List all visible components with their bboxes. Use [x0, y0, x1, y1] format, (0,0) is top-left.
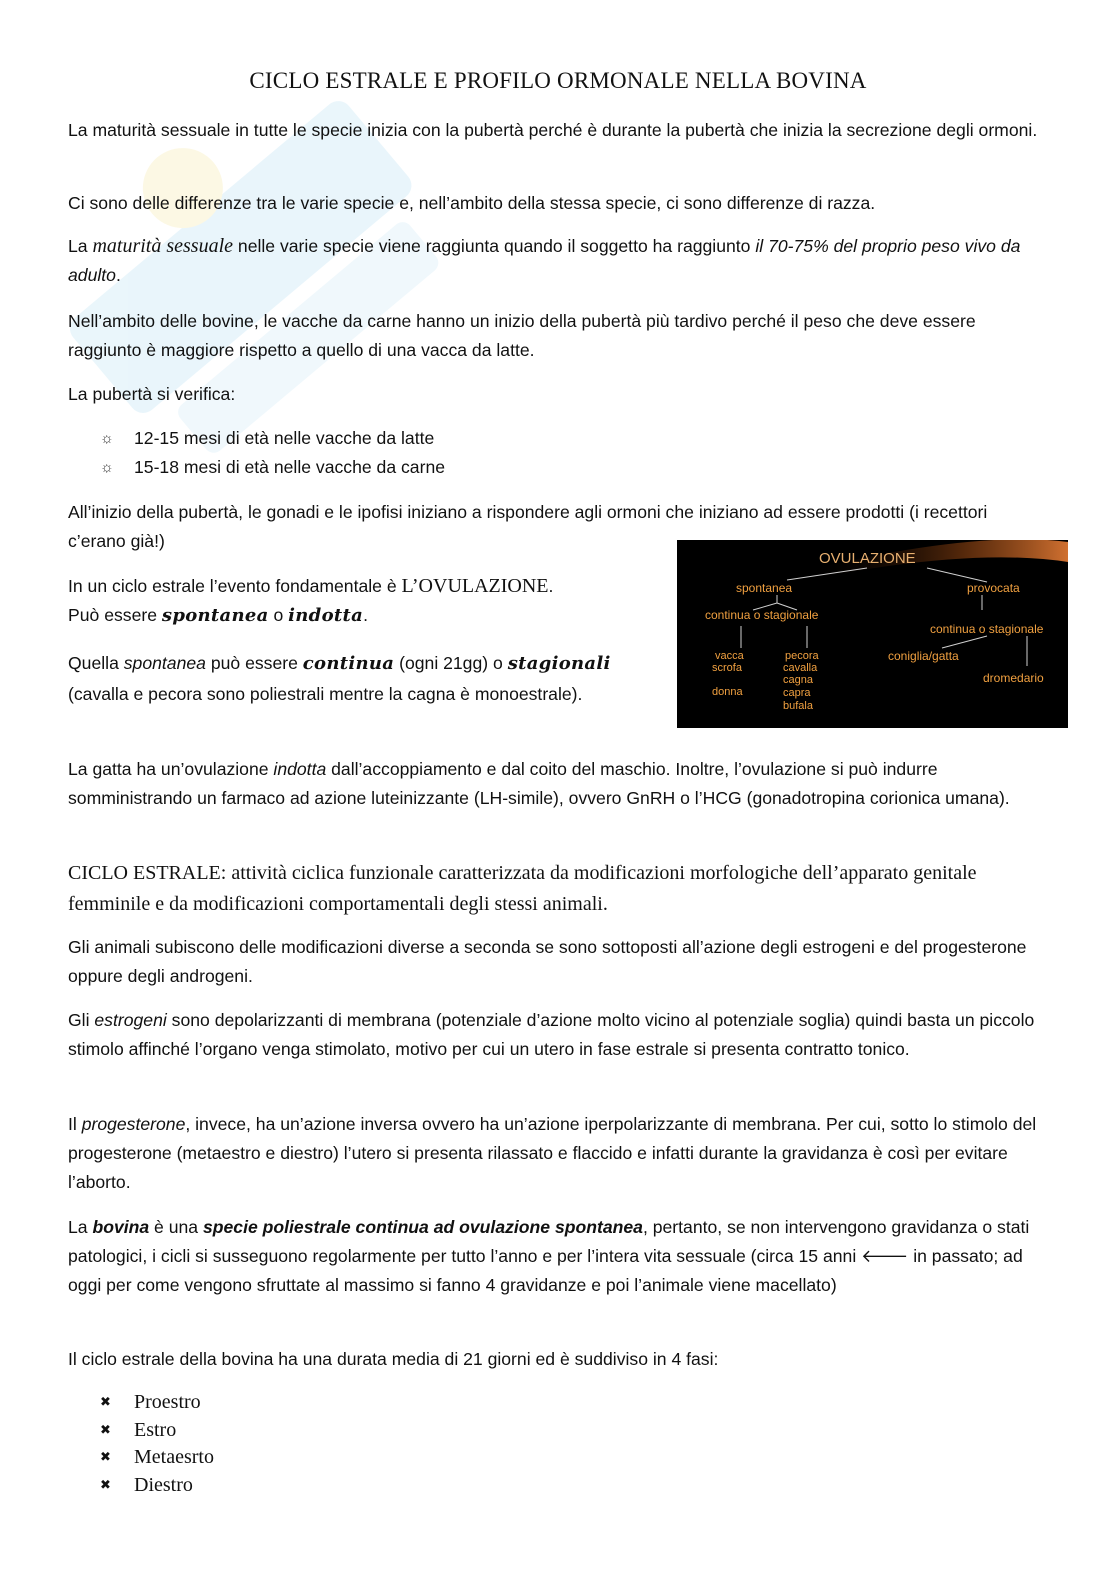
diagram-continua-stagionale-right: continua o stagionale [930, 622, 1044, 636]
weight-threshold: il 70-75% del proprio peso vivo da adulto [68, 236, 1021, 285]
sun-bullet-icon: ☼ [100, 459, 114, 476]
term-maturita-sessuale: maturità sessuale [92, 235, 234, 257]
term-indotta: indotta [288, 605, 364, 626]
paragraph-ovulation: In un ciclo estrale l’evento fondamentale è L’OVULAZIONE. Può essere spontanea o indotta. [68, 575, 554, 626]
diagram-capra: capra [783, 687, 811, 699]
list-item: ✖ Estro [100, 1417, 214, 1445]
diagram-title: OVULAZIONE [819, 550, 916, 567]
paragraph-differences: Ci sono delle differenze tra le varie specie e, nell’ambito della stessa specie, ci sono differenze di razza. [68, 193, 876, 213]
diagram-provocata: provocata [967, 581, 1020, 595]
paragraph-definition: CICLO ESTRALE: attività ciclica funzionale caratterizzata da modificazioni morfologiche dell’apparato genitale femminile e da modificazioni comportamentali degli stessi animali. [68, 862, 977, 915]
paragraph-puberty: La pubertà si verifica: [68, 384, 236, 404]
x-bullet-icon: ✖ [100, 1395, 111, 1410]
phases-list [100, 1389, 214, 1499]
page-title: CICLO ESTRALE E PROFILO ORMONALE NELLA BOVINA [249, 68, 867, 93]
term-stagionali: stagionali [507, 653, 611, 674]
ovulation-diagram [677, 540, 1068, 728]
paragraph-maturity: La maturità sessuale in tutte le specie inizia con la pubertà perché è durante la pubertà che inizia la secrezione degli ormoni. [68, 120, 1038, 140]
puberty-list [100, 424, 445, 482]
diagram-spontanea: spontanea [736, 581, 793, 595]
x-bullet-icon: ✖ [100, 1477, 111, 1493]
diagram-donna: donna [712, 686, 743, 698]
paragraph-hormones: Gli animali subiscono delle modificazioni diverse a seconda se sono sottoposti all’azione degli estrogeni e del progesterone oppure degli androgeni. [68, 937, 1027, 986]
paragraph-cat: La gatta ha un’ovulazione indotta dall’accoppiamento e dal coito del maschio. Inoltre, l’ovulazione si può indurre somministrando un farmaco ad azione luteinizzante (LH-simile), ovvero GnRH o l’HCG (gonadotropina corionica umana). [68, 759, 1010, 808]
list-item: ✖ Proestro [100, 1389, 214, 1417]
term-ovulazione: L’OVULAZIONE [401, 575, 549, 597]
diagram-bufala: bufala [783, 700, 813, 712]
diagram-scrofa: scrofa [712, 662, 742, 674]
paragraph-beef-cows: Nell’ambito delle bovine, le vacche da carne hanno un inizio della pubertà più tardivo perché il peso che deve essere raggiunto è maggiore rispetto a quello di una vacca da latte. [68, 311, 976, 360]
diagram-pecora: pecora [785, 650, 819, 662]
term-continua: continua [302, 653, 395, 674]
paragraph-puberty-start: All’inizio della pubertà, le gonadi e le ipofisi iniziano a rispondere agli ormoni che iniziano ad essere prodotti (i recettori c’erano già!) [68, 502, 988, 551]
diagram-vacca: vacca [715, 650, 744, 662]
diagram-dromedario: dromedario [983, 671, 1044, 685]
paragraph-sexual-maturity: La maturità sessuale nelle varie specie viene raggiunta quando il soggetto ha raggiunto il 70-75% del proprio peso vivo da adulto. [68, 235, 1021, 285]
list-item: ✖ Diestro [100, 1472, 214, 1500]
paragraph-bovine: La bovina è una specie poliestrale continua ad ovulazione spontanea, pertanto, se non intervengono gravidanza o stati patologici, i cicli si susseguono regolarmente per tutto l’anno e per l’intera vita sessuale (circa 15 anni 🡐 in passato; ad oggi per come vengono sfruttate al massimo si fanno 4 gravidanze e poi l’animale viene macellato) [68, 1217, 1030, 1295]
term-spontanea: spontanea [161, 605, 269, 626]
diagram-cavalla: cavalla [783, 662, 818, 674]
arrow-left-icon: 🡐 [861, 1246, 909, 1266]
paragraph-spontaneous: Quella spontanea può essere continua (ogni 21gg) o stagionali (cavalla e pecora sono poliestrali mentre la cagna è monoestrale). [68, 653, 611, 704]
sun-bullet-icon: ☼ [100, 430, 114, 447]
paragraph-estrogens: Gli estrogeni sono depolarizzanti di membrana (potenziale d’azione molto vicino al potenziale soglia) quindi basta un piccolo stimolo affinché l’organo venga stimolato, motivo per cui un utero in fase estrale si presenta contratto tonico. [68, 1010, 1035, 1059]
list-item: ☼ 12-15 mesi di età nelle vacche da latte [100, 424, 445, 453]
list-item: ☼ 15-18 mesi di età nelle vacche da carne [100, 453, 445, 482]
diagram-cagna: cagna [783, 674, 813, 686]
x-bullet-icon: ✖ [100, 1422, 111, 1438]
diagram-coniglia-gatta: coniglia/gatta [888, 649, 959, 663]
diagram-continua-stagionale-left: continua o stagionale [705, 608, 819, 622]
x-bullet-icon: ✖ [100, 1450, 111, 1465]
paragraph-progesterone: Il progesterone, invece, ha un’azione inversa ovvero ha un’azione iperpolarizzante di membrana. Per cui, sotto lo stimolo del progesterone (metaestro e diestro) l’utero si presenta rilassato e flaccido e infatti durante la gravidanza è così per evitare l’aborto. [68, 1114, 1037, 1192]
paragraph-phases-intro: Il ciclo estrale della bovina ha una durata media di 21 giorni ed è suddiviso in 4 fasi: [68, 1349, 719, 1369]
list-item: ✖ Metaesrto [100, 1444, 214, 1472]
